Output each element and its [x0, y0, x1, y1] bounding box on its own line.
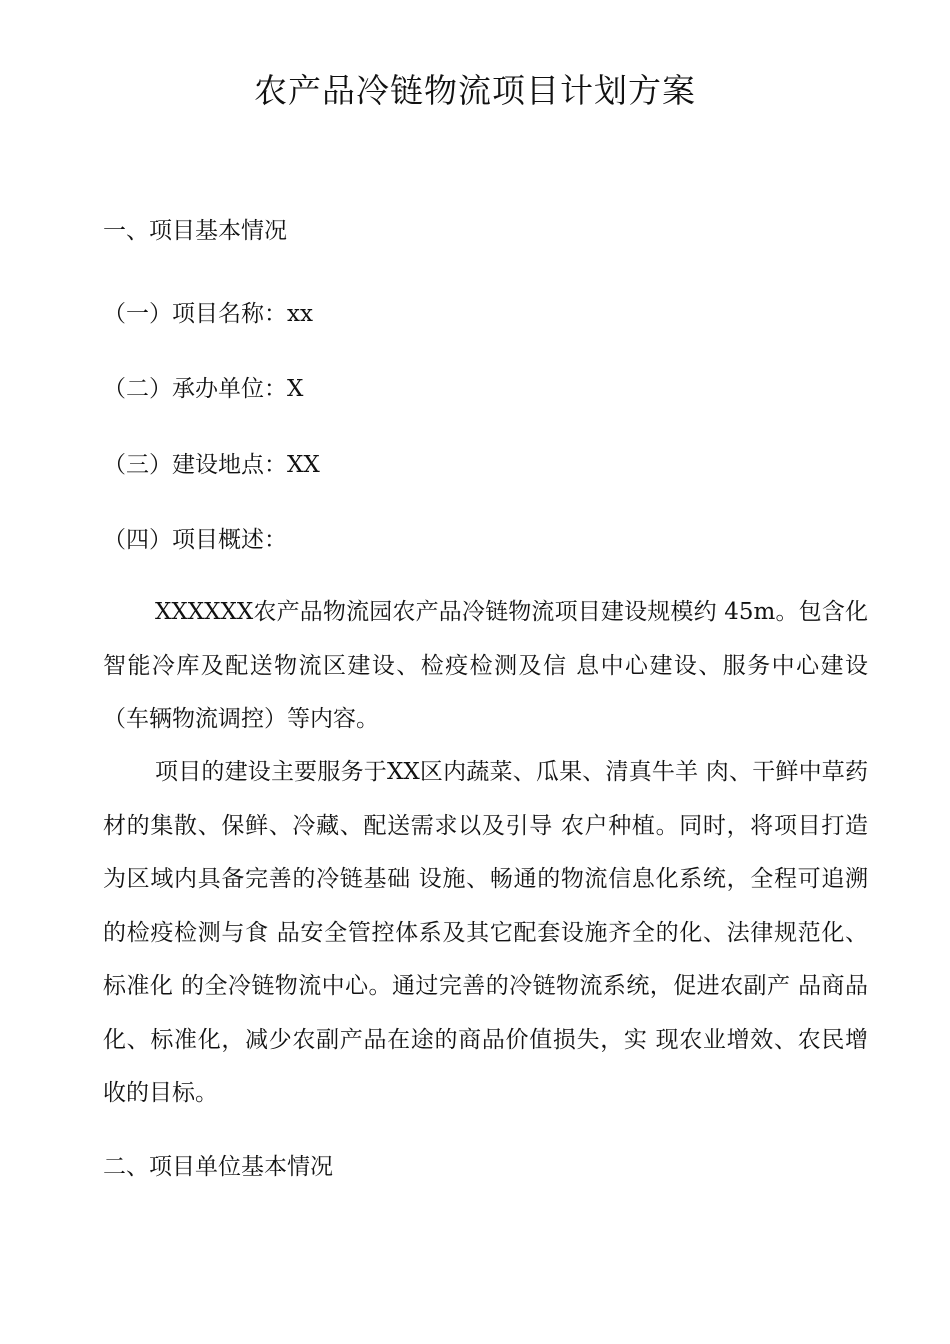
- overview-item: （四）项目概述：: [103, 527, 287, 553]
- overview-paragraph-2: 项目的建设主要服务于XX区内蔬菜、瓜果、清真牛羊 肉、干鲜中草药材的集散、保鲜、冷藏、配送需求以及引导 农户种植。同时，将项目打造为区域内具备完善的冷链基础 设施、畅通的物流信息化系统，全程可追溯的检疫检测与食 品安全管控体系及其它配套设施齐全的化、法律规范化、标准化 的全冷链物流中心。通过完善的冷链物流系统，促进农副产 品商品化、标准化，减少农副产品在途的商品价值损失，实 现农业增效、农民增收的目标。: [103, 759, 868, 1106]
- organizer-item: （二）承办单位：X: [103, 376, 304, 402]
- document-title: 农产品冷链物流项目计划方案: [254, 71, 696, 110]
- location-item: （三）建设地点：XX: [103, 452, 320, 478]
- section-2-heading: 二、项目单位基本情况: [103, 1154, 333, 1180]
- section-1-heading: 一、项目基本情况: [103, 218, 287, 244]
- overview-paragraph-1: XXXXXX农产品物流园农产品冷链物流项目建设规模约 45m。包含化智能冷库及配送物流区建设、检疫检测及信 息中心建设、服务中心建设（车辆物流调控）等内容。: [103, 599, 868, 732]
- project-name-item: （一）项目名称：xx: [103, 301, 313, 327]
